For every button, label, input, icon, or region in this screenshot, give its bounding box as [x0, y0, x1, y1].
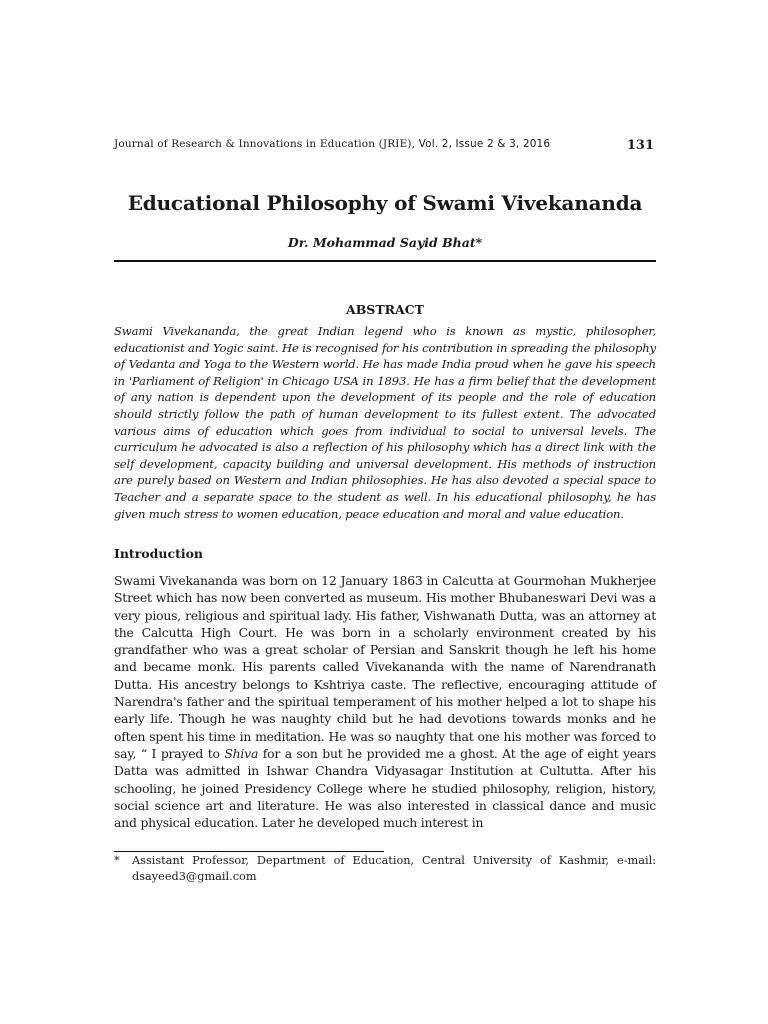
introduction-emphasis: Shiva: [224, 745, 259, 761]
footnote-mark: *: [114, 854, 120, 867]
article-title: Educational Philosophy of Swami Vivekananda: [127, 191, 643, 215]
footnote-text: Assistant Professor, Department of Education, Central University of Kashmir, e-mail: dsayeed3@gmail.com: [132, 854, 656, 883]
journal-issue: Vol. 2, Issue 2 & 3, 2016: [415, 138, 551, 150]
page-number: 131: [626, 138, 654, 153]
journal-citation: [114, 138, 550, 150]
introduction-body: [114, 572, 656, 831]
abstract-heading: ABSTRACT: [346, 302, 424, 317]
title-divider: [114, 260, 656, 262]
running-header: [114, 138, 656, 156]
article-author: Dr. Mohammad Sayid Bhat*: [287, 235, 483, 250]
abstract-body: Swami Vivekananda, the great Indian legend who is known as mystic, philosopher, educationist and Yogic saint. He is recognised for his contribution in spreading the philosophy of Vedanta and Yoga to the Western world. He has made India proud when he gave his speech in 'Parliament of Religion' in Chicago USA in 1893. He has a firm belief that the development of any nation is dependent upon the development of its people and the role of education should strictly follow the path of human development to its fullest extent. The advocated various aims of education which goes from individual to social to universal levels. The curriculum he advocated is also a reflection of his philosophy which has a direct link with the self development, capacity building and universal development. His methods of instruction are purely based on Western and Indian philosophies. He has also devoted a special space to Teacher and a separate space to the student as well. In his educational philosophy, he has given much stress to women education, peace education and moral and value education.: [114, 324, 656, 521]
footnote: [114, 853, 656, 885]
introduction-text-part-1: Swami Vivekananda was born on 12 January 1863 in Calcutta at Gourmohan Mukherjee Street which has now been converted as museum. His mother Bhubaneswari Devi was a very pious, religious and spiritual lady. His father, Vishwanath Dutta, was an attorney at the Calcutta High Court. He was born in a scholarly environment created by his grandfather who was a great scholar of Persian and Sanskrit though he left his home and became monk. His parents called Vivekananda with the name of Narendranath Dutta. His ancestry belongs to Kshtriya caste. The reflective, encouraging attitude of Narendra's father and the spiritual temperament of his mother helped a lot to shape his early life. Though he was naughty child but he had devotions towards monks and he often spent his time in meditation. He was so naughty that one his mother was forced to say, “ I prayed to: [114, 573, 656, 761]
introduction-text-part-2: for a son but he provided me a ghost. At the age of eight years Datta was admitted in Ishwar Chandra Vidyasagar Institution at Cultutta. After his schooling, he joined Presidency College where he studied philosophy, religion, history, social science art and literature. He was also interested in classical dance and music and physical education. Later he developed much interest in: [114, 745, 656, 831]
introduction-heading: Introduction: [114, 546, 204, 561]
footnote-divider: [114, 851, 384, 852]
journal-name: Journal of Research & Innovations in Education (JRIE),: [114, 138, 416, 150]
